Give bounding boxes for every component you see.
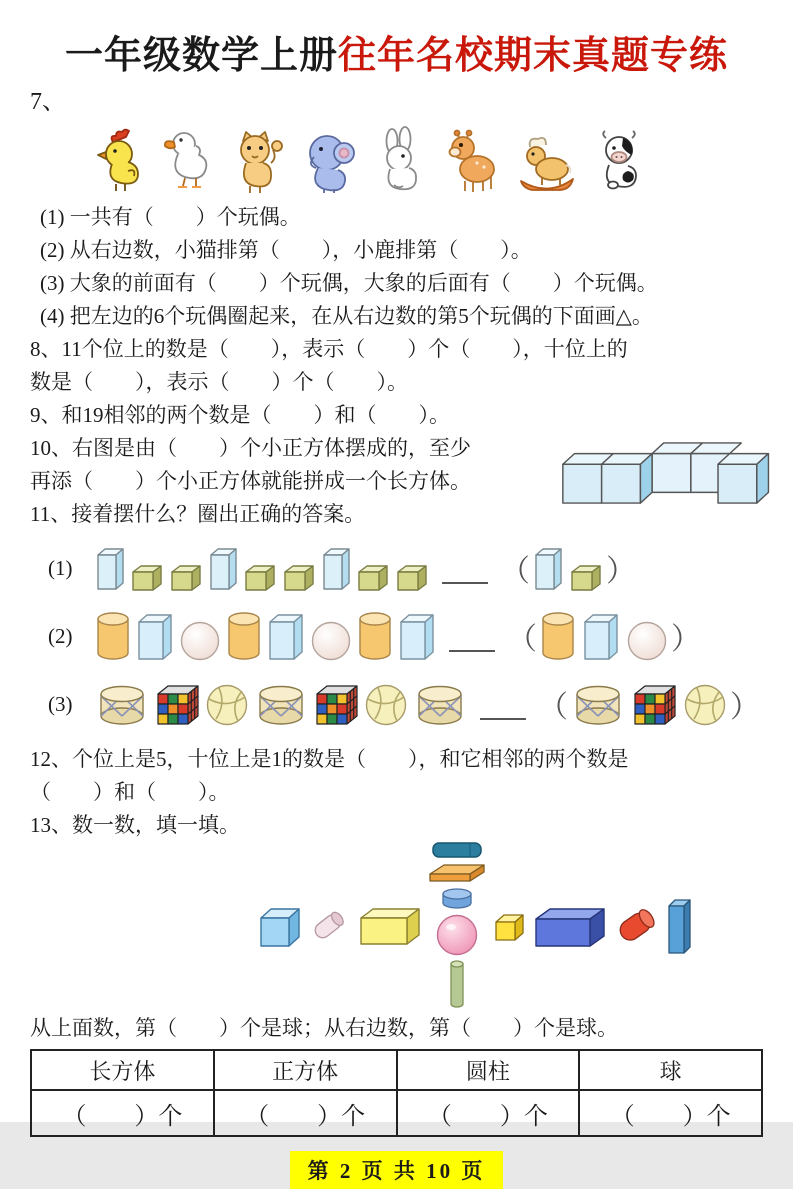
paren-open: （ (538, 691, 568, 724)
cylinder-orange-shape (358, 611, 392, 661)
question-11-heading: 11、接着摆什么？圈出正确的答案。 (30, 502, 366, 526)
cuboid-yellow-shape (358, 906, 420, 946)
question-10-line-2: 再添（ ）个小正方体就能拼成一个长方体。 (30, 469, 471, 493)
prism-blue-shape (534, 545, 562, 591)
pattern-row-2-choices[interactable] (541, 611, 667, 661)
title-black-part: 一年级数学上册 (64, 35, 338, 77)
figure-center-sphere (436, 914, 478, 956)
prism-blue-shape (209, 545, 237, 591)
paren-close: ） (730, 691, 760, 724)
question-7-2: (2) 从右边数，小猫排第（ ），小鹿排第（ ）。 (40, 238, 532, 262)
rubik-shape (632, 682, 676, 726)
eraser-teal-shape (432, 842, 482, 858)
table-answer-cube[interactable]: （ ）个 (214, 1090, 397, 1136)
table-header-cylinder: 圆柱 (397, 1050, 580, 1090)
paren-open: （ (507, 623, 537, 656)
figure-row-right (494, 897, 691, 955)
table-header-sphere: 球 (579, 1050, 762, 1090)
pattern-row-2 (30, 607, 763, 665)
prism-skyblue-shape (399, 611, 435, 661)
cuboid-blue-shape (533, 905, 605, 947)
prism-skyblue-shape (583, 611, 619, 661)
pattern-row-1 (30, 539, 763, 597)
question-13-heading: 13、数一数，填一填。 (30, 813, 240, 837)
cube-skyblue-shape (258, 906, 300, 946)
question-7-1: (1) 一共有（ ）个玩偶。 (40, 205, 301, 229)
question-8-line-2: 数是（ ），表示（ ）个（ ）。 (30, 370, 408, 394)
rabbit-shape (374, 127, 424, 195)
sphere-white-shape (180, 621, 220, 661)
question-12-line-2: （ ）和（ ）。 (30, 780, 230, 804)
sphere-pink-shape (436, 914, 478, 956)
rubik-shape (314, 682, 358, 726)
cube-green-shape (244, 563, 276, 591)
paren-close: ） (606, 555, 636, 588)
volleyball-shape (206, 684, 248, 726)
table-answer-cylinder[interactable]: （ ）个 (397, 1090, 580, 1136)
count-table (30, 1049, 763, 1137)
figure-center-column (428, 842, 486, 1010)
rocking-horse-shape (516, 133, 578, 195)
prism-blue-shape (96, 545, 124, 591)
cylinder-orange-shape (96, 611, 130, 661)
table-header-cuboid: 长方体 (31, 1050, 214, 1090)
cube-green-shape (396, 563, 428, 591)
volleyball-shape (365, 684, 407, 726)
cubes-figure (558, 434, 783, 517)
animal-toys-row (92, 119, 763, 195)
pattern-row-2-answer-blank[interactable] (449, 620, 495, 652)
pattern-row-3-choices[interactable] (572, 682, 726, 726)
pattern-row-3-label: (3) (48, 691, 73, 716)
question-10 (30, 432, 763, 498)
deer-shape (439, 129, 501, 195)
title-red-part: 往年名校期末真题专练 (338, 35, 729, 77)
pattern-row-3-sequence (96, 682, 466, 726)
sphere-white-shape (627, 621, 667, 661)
figure-column-top (428, 842, 486, 910)
pattern-row-2-label: (2) (48, 623, 73, 648)
table-answer-sphere[interactable]: （ ）个 (579, 1090, 762, 1136)
question-7-4: (4) 把左边的6个玩偶圈起来，在从右边数的第5个玩偶的下面画△。 (40, 304, 653, 328)
pattern-row-1-label: (1) (48, 555, 73, 580)
pattern-row-3 (30, 675, 763, 733)
page-title (30, 24, 763, 79)
pattern-row-1-answer-blank[interactable] (442, 552, 488, 584)
question-12-line-1: 12、个位上是5，十位上是1的数是（ ），和它相邻的两个数是 (30, 747, 629, 771)
cyl-red-tilt-shape (614, 907, 658, 945)
question-8-line-1: 8、11个位上的数是（ ），表示（ ）个（ ），十位上的 (30, 337, 628, 361)
question-9: 9、和19相邻的两个数是（ ）和（ ）。 (30, 403, 450, 427)
volleyball-shape (684, 684, 726, 726)
pattern-row-3-answer-blank[interactable] (480, 688, 526, 720)
table-answer-cuboid[interactable]: （ ）个 (31, 1090, 214, 1136)
pattern-row-1-sequence (96, 545, 428, 591)
page-number-badge: 第 2 页 共 10 页 (290, 1151, 504, 1189)
cylinder-orange-shape (541, 611, 575, 661)
cube-green-shape (131, 563, 163, 591)
box-orange-shape (428, 862, 486, 884)
cube-yellow-shape (494, 912, 524, 941)
question-10-line-1: 10、右图是由（ ）个小正方体摆成的，至少 (30, 436, 471, 460)
cyl-white-tilt-shape (309, 910, 349, 942)
question-7-number: 7、 (30, 89, 66, 115)
rubik-shape (155, 682, 199, 726)
drum-shape (255, 684, 307, 726)
drum-shape (96, 684, 148, 726)
prism-skyblue-shape (268, 611, 304, 661)
sphere-white-shape (311, 621, 351, 661)
cube-green-shape (357, 563, 389, 591)
paren-close: ） (671, 623, 701, 656)
cube-green-shape (570, 563, 602, 591)
cuboid-blue-tall-shape (667, 897, 691, 955)
drum-shape (414, 684, 466, 726)
cow-shape (593, 127, 649, 195)
elephant-shape (301, 127, 359, 195)
cylinder-orange-shape (227, 611, 261, 661)
pattern-row-2-sequence (96, 611, 435, 661)
cube-green-shape (283, 563, 315, 591)
paren-open: （ (500, 555, 530, 588)
pattern-row-1-choices[interactable] (534, 545, 602, 591)
prism-blue-shape (322, 545, 350, 591)
cyl-blue-short-shape (441, 888, 473, 910)
question-7-3: (3) 大象的前面有（ ）个玩偶，大象的后面有（ ）个玩偶。 (40, 271, 658, 295)
cyl-green-shape (449, 960, 465, 1010)
table-header-cube: 正方体 (214, 1050, 397, 1090)
chick-shape (92, 129, 146, 195)
cat-shape (228, 129, 286, 195)
count-shapes-figure (258, 842, 691, 1010)
prism-skyblue-shape (137, 611, 173, 661)
figure-row-left (258, 906, 420, 946)
cube-green-shape (170, 563, 202, 591)
question-13-count-line: 从上面数，第（ ）个是球；从右边数，第（ ）个是球。 (30, 1016, 618, 1040)
duck-shape (161, 127, 213, 195)
drum-shape (572, 684, 624, 726)
figure-column-bottom (449, 960, 465, 1010)
